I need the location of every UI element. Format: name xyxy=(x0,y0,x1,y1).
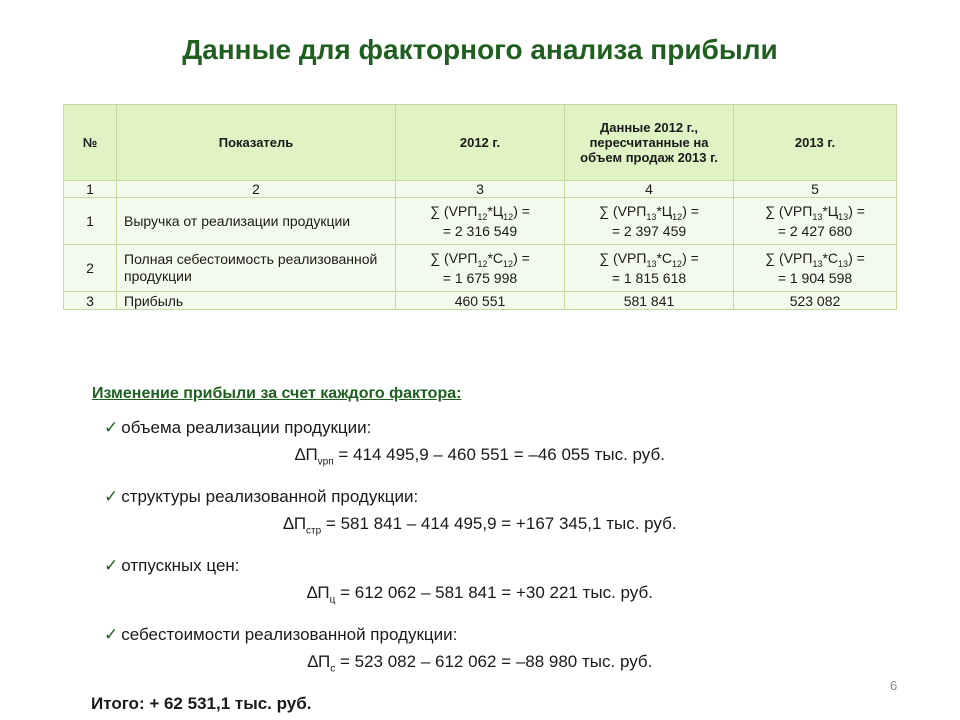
table-row-revenue xyxy=(64,198,897,245)
formula-expression: ∑ $(VРП_{13}*С_{12})$ = xyxy=(599,250,699,269)
table-cell: 523 082 xyxy=(734,292,897,310)
formula-expression: ∑ $(VРП_{13}*Ц_{13})$ = xyxy=(765,203,865,222)
table-row-cost xyxy=(64,245,897,292)
header-2012-recalculated: Данные 2012 г., пересчитанные на объем продаж 2013 г. xyxy=(565,105,734,181)
factor-item xyxy=(104,625,457,645)
page-number: 6 xyxy=(890,678,898,693)
checkmark-icon: ✓ xyxy=(104,487,119,506)
checkmark-icon: ✓ xyxy=(104,556,119,575)
formula-expression: ∑ $(VРП_{12}*Ц_{12})$ = xyxy=(430,203,530,222)
factor-equation: $\Delta П_ц = 612$ 062 – 581 841 = +30 221 тыс. руб. xyxy=(307,583,653,606)
factor-item xyxy=(104,556,240,576)
formula-value: = 1 904 598 xyxy=(777,270,853,286)
table-cell: 3 xyxy=(396,181,565,198)
factor-label: себестоимости реализованной продукции: xyxy=(121,625,458,644)
checkmark-icon: ✓ xyxy=(104,625,119,644)
table-cell: 4 xyxy=(565,181,734,198)
factor-label: структуры реализованной продукции: xyxy=(121,487,419,506)
formula-cell xyxy=(565,245,734,292)
table-cell-label: Полная себестоимость реализованной продукции xyxy=(117,245,396,292)
column-index-row xyxy=(64,181,897,198)
factor-item xyxy=(104,487,418,507)
factor-equation: $\Delta П_{стр} = 581$ 841 – 414 495,9 = +167 345,1 тыс. руб. xyxy=(283,514,677,537)
formula-expression: ∑ $(VРП_{13}*С_{13})$ = xyxy=(765,250,865,269)
header-2012: 2012 г. xyxy=(396,105,565,181)
header-2013: 2013 г. xyxy=(734,105,897,181)
factor-label: отпускных цен: xyxy=(121,556,240,575)
table-cell: 2 xyxy=(64,245,117,292)
factor-label: объема реализации продукции: xyxy=(121,418,372,437)
table-cell: 581 841 xyxy=(565,292,734,310)
table-header-row xyxy=(64,105,897,181)
table-cell-label: Прибыль xyxy=(117,292,396,310)
formula-value: = 1 815 618 xyxy=(611,270,687,286)
factor-data-table xyxy=(63,104,897,310)
table-cell: 1 xyxy=(64,198,117,245)
section-title: Изменение прибыли за счет каждого фактора: xyxy=(92,385,462,402)
formula-cell xyxy=(734,245,897,292)
formula-expression: ∑ $(VРП_{12}*С_{12})$ = xyxy=(430,250,530,269)
factor-equation: $\Delta П_{vрп} = 414$ 495,9 – 460 551 = –46 055 тыс. руб. xyxy=(295,445,665,468)
table-cell: 460 551 xyxy=(396,292,565,310)
formula-value: = 2 316 549 xyxy=(442,223,518,239)
table-cell: 5 xyxy=(734,181,897,198)
table-cell: 1 xyxy=(64,181,117,198)
header-indicator: Показатель xyxy=(117,105,396,181)
header-number: № xyxy=(64,105,117,181)
factor-item xyxy=(104,418,371,438)
formula-cell xyxy=(565,198,734,245)
total-result: Итого: + 62 531,1 тыс. руб. xyxy=(91,694,312,713)
factor-equation: $\Delta П_с = 523$ 082 – 612 062 = –88 980 тыс. руб. xyxy=(307,652,653,675)
checkmark-icon: ✓ xyxy=(104,418,119,437)
formula-value: = 1 675 998 xyxy=(442,270,518,286)
formula-expression: ∑ $(VРП_{13}*Ц_{12})$ = xyxy=(599,203,699,222)
formula-cell xyxy=(396,198,565,245)
formula-value: = 2 427 680 xyxy=(777,223,853,239)
table-row-profit xyxy=(64,292,897,310)
formula-cell xyxy=(734,198,897,245)
formula-cell xyxy=(396,245,565,292)
formula-value: = 2 397 459 xyxy=(611,223,687,239)
table-cell-label: Выручка от реализации продукции xyxy=(117,198,396,245)
table-cell: 2 xyxy=(117,181,396,198)
page-title: Данные для факторного анализа прибыли xyxy=(182,34,778,65)
table-cell: 3 xyxy=(64,292,117,310)
